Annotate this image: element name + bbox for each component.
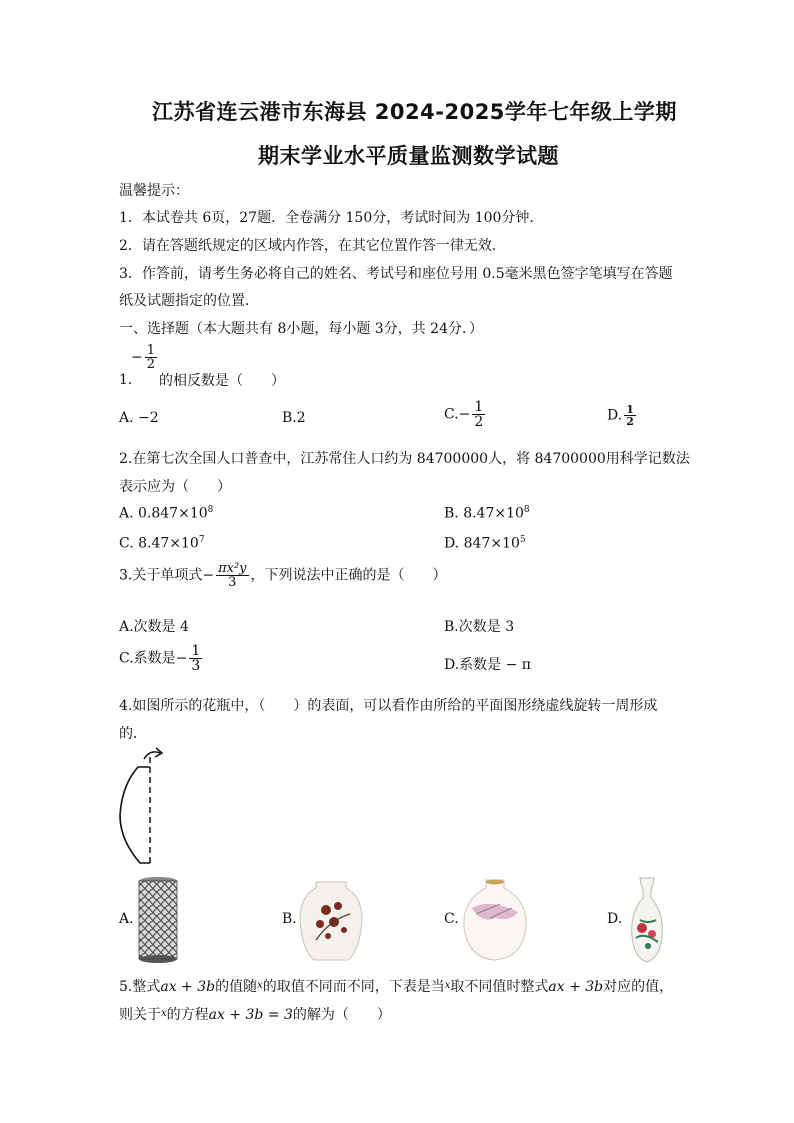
q1-frac-num: 1 [146,343,156,358]
q3-option-d: D.系数是 − π [444,657,532,673]
q1-option-d [607,404,638,427]
q5-expr-1: ax + 3b [160,979,216,995]
q3-c-fraction [189,644,202,673]
q2-a-text: A. 0.847×10 [119,505,208,522]
q4-stem-line1: 4.如图所示的花瓶中，（ ）的表面，可以看作由所给的平面图形绕虚线旋转一周形成 [119,698,658,714]
q5-text-7: 的方程 [166,1007,209,1023]
q3-suffix: ，下列说法中正确的是（ ） [250,567,447,584]
q3-c-num: 1 [191,643,201,659]
q2-stem-line1: 2.在第七次全国人口普查中，江苏常住人口约为 84700000人，将 84700000用科学记数法 [119,451,690,467]
q3-option-c [119,644,204,673]
q1-c-fraction [472,400,485,429]
q1-c-label: C. [444,406,459,423]
q2-d-text: D. 847×10 [444,535,520,552]
q2-d-exp: 5 [519,535,526,545]
q3-c-den: 3 [191,658,201,674]
q3-stem [119,562,447,589]
q5-text-1: 5.整式 [119,979,161,995]
q2-b-text: B. 8.47×10 [444,505,524,522]
q4-option-d-label: D. [607,911,623,927]
q4-option-a-label: A. [119,911,134,927]
q3-option-a: A.次数是 4 [119,619,189,635]
q1-d-den: 2 [626,415,634,428]
q1-number: 1. [119,372,133,388]
q3-prefix: 3.关于单项式 [119,567,203,584]
tip-item-3-cont: 纸及试题指定的位置． [119,293,259,309]
q5-line2 [119,1004,391,1024]
q4-stem-line2: 的． [119,726,147,742]
q1-c-minus: − [458,406,471,423]
rotation-profile-figure [110,745,180,870]
q5-var-1: x [257,980,263,991]
q1-c-den: 2 [474,414,484,430]
q5-line1 [119,976,673,996]
q1-option-b: B.2 [282,410,306,426]
q1-fraction [145,344,157,371]
vase-c-image [460,878,530,962]
vase-a-cylinder-image [137,876,179,964]
q5-text-8: 的解为（ ） [292,1007,391,1023]
tip-item-1: 1．本试卷共 6页，27题．全卷满分 150分，考试时间为 100分钟． [119,210,544,226]
q4-option-b-label: B. [282,911,297,927]
tip-item-3: 3．作答前，请考生务必将自己的姓名、考试号和座位号用 0.5毫米黑色签字笔填写在答题 [119,266,673,282]
q5-text-3: 的取值不同而不同，下表是当 [262,979,445,995]
q2-stem-line2: 表示应为（ ） [119,479,231,495]
q2-a-exp: 8 [207,505,214,515]
q1-d-num: 1 [626,403,634,416]
q5-text-2: 的值随 [215,979,258,995]
q5-expr-3: ax + 3b = 3 [208,1007,293,1023]
q3-option-b: B.次数是 3 [444,619,515,635]
q1-c-num: 1 [474,399,484,415]
q3-fraction [216,562,248,589]
q1-minus: − [131,349,143,366]
q2-b-exp: 8 [523,505,530,515]
q2-option-d [444,535,526,552]
q2-c-text: C. 8.47×10 [119,535,199,552]
profile-curve [120,767,150,863]
q5-expr-2: ax + 3b [548,979,604,995]
q2-option-b [444,505,530,522]
q1-fraction-group [131,344,159,371]
q1-option-c [444,400,487,429]
section-heading: 一、选择题（本大题共有 8小题，每小题 3分，共 24分．） [119,321,483,337]
q1-frac-den: 2 [146,357,156,372]
vase-b-image [296,880,366,962]
q3-c-prefix: C.系数是 [119,650,176,667]
tip-item-2: 2．请在答题纸规定的区域内作答，在其它位置作答一律无效． [119,238,506,254]
q1-option-a: A. −2 [119,410,159,426]
q5-var-2: x [444,980,451,991]
q1-d-fraction [624,404,636,427]
q3-c-minus: − [175,650,188,667]
q2-option-a [119,505,213,522]
q3-frac-den: 3 [228,575,237,590]
tips-heading: 温馨提示： [119,183,189,199]
q4-option-c-label: C. [444,911,459,927]
q2-c-exp: 7 [198,535,205,545]
q1-d-label: D. [607,407,623,424]
q5-text-4: 取不同值时整式 [450,979,549,995]
q1-stem: 的相反数是（ ） [159,373,285,389]
q3-minus: − [202,567,215,584]
q2-option-c [119,535,205,552]
q5-text-6: 则关于 [119,1007,161,1023]
q5-var-3: x [161,1008,167,1019]
page-title-line2: 期末学业水平质量监测数学试题 [258,144,559,168]
q3-frac-num: πx²y [218,561,247,576]
q5-text-5: 对应的值， [603,979,674,995]
vase-d-image [628,876,666,964]
page-title-line1: 江苏省连云港市东海县 2024-2025学年七年级上学期 [152,100,677,124]
